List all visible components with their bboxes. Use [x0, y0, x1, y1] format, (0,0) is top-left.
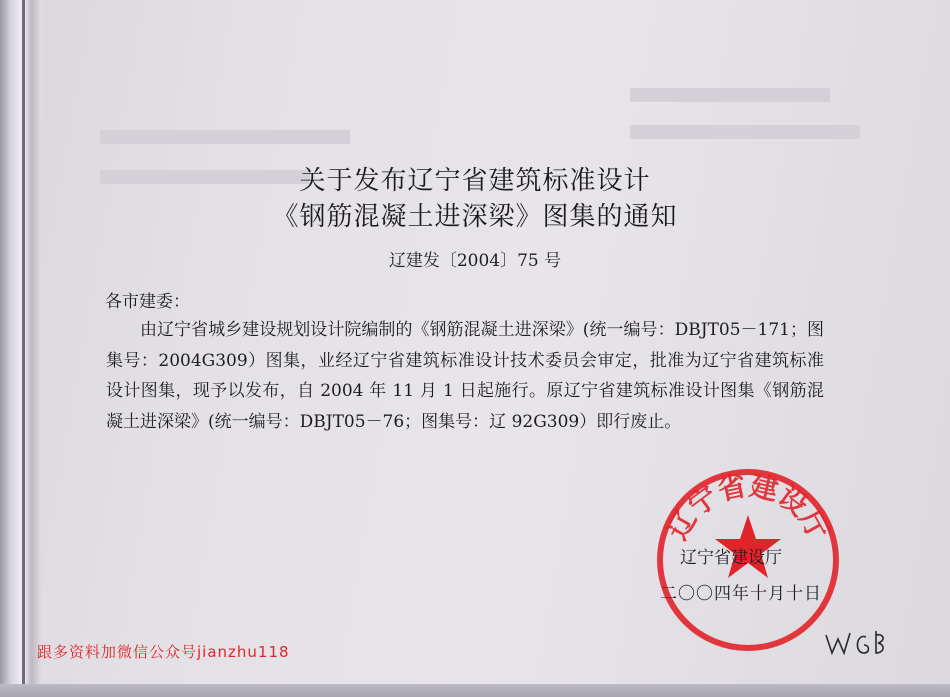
book-spine: [22, 0, 25, 697]
notice-title-line1: 关于发布辽宁省建筑标准设计: [299, 166, 651, 196]
notice-body: 由辽宁省城乡建设规划设计院编制的《钢筋混凝土进深梁》(统一编号：DBJT05－171；图集号：2004G309）图集，业经辽宁省建筑标准设计技术委员会审定，批准为辽宁省建筑标准设计图集，现予以发布，自 2004 年 11 月 1 日起施行。原辽宁省建筑标准设计图集《钢筋混凝土进深梁》(统一编号：DBJT05－76；图集号：辽 92G309）即行废止。: [106, 320, 824, 432]
notice-title-line2: 《钢筋混凝土进深梁》图集的通知: [272, 202, 678, 232]
issuer: 辽宁省建设厅: [680, 548, 782, 568]
handwritten-initials: [822, 625, 892, 661]
issue-date: 二〇〇四年十月十日: [660, 584, 822, 604]
page-bottom-edge: [0, 684, 950, 697]
show-through-artifact: [630, 88, 830, 102]
salutation: 各市建委：: [105, 292, 190, 312]
show-through-artifact: [100, 130, 350, 144]
show-through-artifact: [630, 125, 860, 139]
book-binding: [0, 0, 42, 697]
watermark-text: 跟多资料加微信公众号jianzhu118: [37, 643, 290, 661]
document-number: 辽建发〔2004〕75 号: [388, 251, 562, 271]
seal-text: 辽宁省建设厅: [660, 468, 836, 546]
